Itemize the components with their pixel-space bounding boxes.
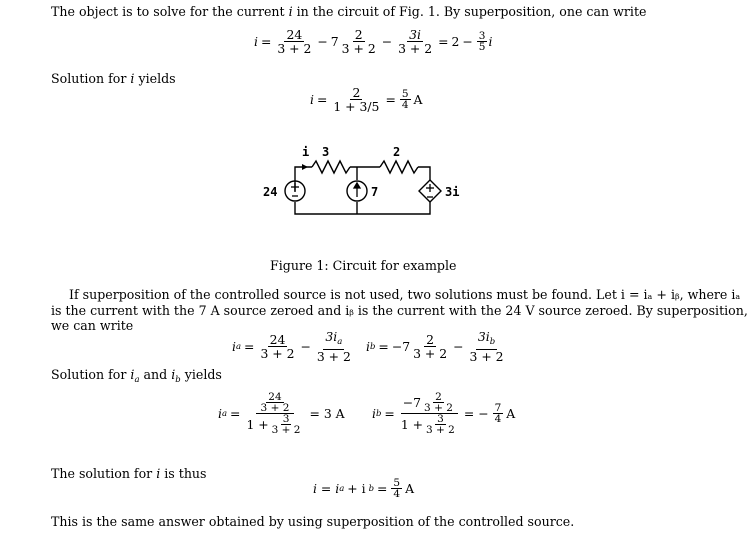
intro-text: The object is to solve for the current	[51, 4, 285, 19]
resistor-3	[312, 161, 350, 173]
eq1-rhs-var: i	[488, 34, 493, 49]
label-dep: 3i	[445, 185, 460, 199]
equation-ia: i a = $\frac{24}{3 + 2}$ − $\frac{3i_a}{3 + 2}$	[232, 329, 351, 364]
eq1-term3: $\frac{3i}{3 + 2}$	[398, 27, 433, 56]
label-i: i	[302, 145, 310, 159]
equation-ib: i b = −7 $\frac{2}{3 + 2}$ − $\frac{3i_b}{3 + 2}$	[366, 329, 504, 364]
para2-line3: we can write	[51, 318, 134, 333]
circuit-diagram	[250, 140, 480, 220]
eq1-rhs-const: 2	[451, 34, 460, 49]
resistor-2	[380, 161, 418, 173]
equation-ia-solution: i a = $\frac{24}{3 + 2}$ 1 + $\frac{3}{3 + 2}$ = 3 A	[218, 391, 345, 436]
eq1-term2: $\frac{2}{3 + 2}$	[341, 27, 376, 56]
eq1-term1: $\frac{24}{3 + 2}$	[277, 27, 312, 56]
equation-ib-solution: i b = −7 $\frac{2}{3 + 2}$ 1 + $\frac{3}{3 + 2}$ = − $\frac{7}{4}$ A	[372, 391, 516, 436]
figure-caption: Figure 1: Circuit for example	[270, 258, 457, 273]
final-sentence: This is the same answer obtained by using superposition of the controlled source.	[51, 514, 575, 529]
eq2-result: $\frac{5}{4}$	[401, 88, 409, 111]
label-isrc: 7	[371, 185, 379, 199]
eq2-frac: $\frac{2}{1 + 3/5}$	[333, 85, 380, 114]
equation-final: i = i a + i b = $\frac{5}{4}$ A	[313, 477, 415, 500]
equation-superposition: i = $\frac{24}{3 + 2}$ − 7 $\frac{2}{3 + 2}$ − $\frac{3i}{3 + 2}$ = 2 − $\frac{3}{5}$ i	[254, 27, 493, 56]
para2-line1: If superposition of the controlled source is not used, two solutions must be found. Let i = iₐ + iᵦ, where iₐ	[69, 287, 741, 302]
eq1-coef: 7	[330, 34, 339, 49]
solve-i-label: Solution for i yields	[51, 71, 176, 86]
para2-line2: is the current with the 7 A source zeroed and iᵦ is the current with the 24 V source zeroed. By superposition,	[51, 303, 748, 318]
intro-paragraph	[51, 4, 646, 19]
label-r1: 3	[322, 145, 330, 159]
intro-text-rest: in the circuit of Fig. 1. By superposition, one can write	[296, 4, 647, 19]
solution-label: The solution for i is thus	[51, 466, 207, 481]
eq1-rhs-frac: $\frac{3}{5}$	[478, 30, 486, 53]
label-r2: 2	[393, 145, 401, 159]
equation-i-solution: i = $\frac{2}{1 + 3/5}$ = $\frac{5}{4}$ A	[310, 85, 423, 114]
solve-ab-label: Solution for $i_a$ and $i_b$ yields	[51, 367, 222, 385]
label-vsrc: 24	[263, 185, 278, 199]
intro-var: i	[288, 4, 293, 19]
eq1-lhs: i	[254, 34, 258, 49]
